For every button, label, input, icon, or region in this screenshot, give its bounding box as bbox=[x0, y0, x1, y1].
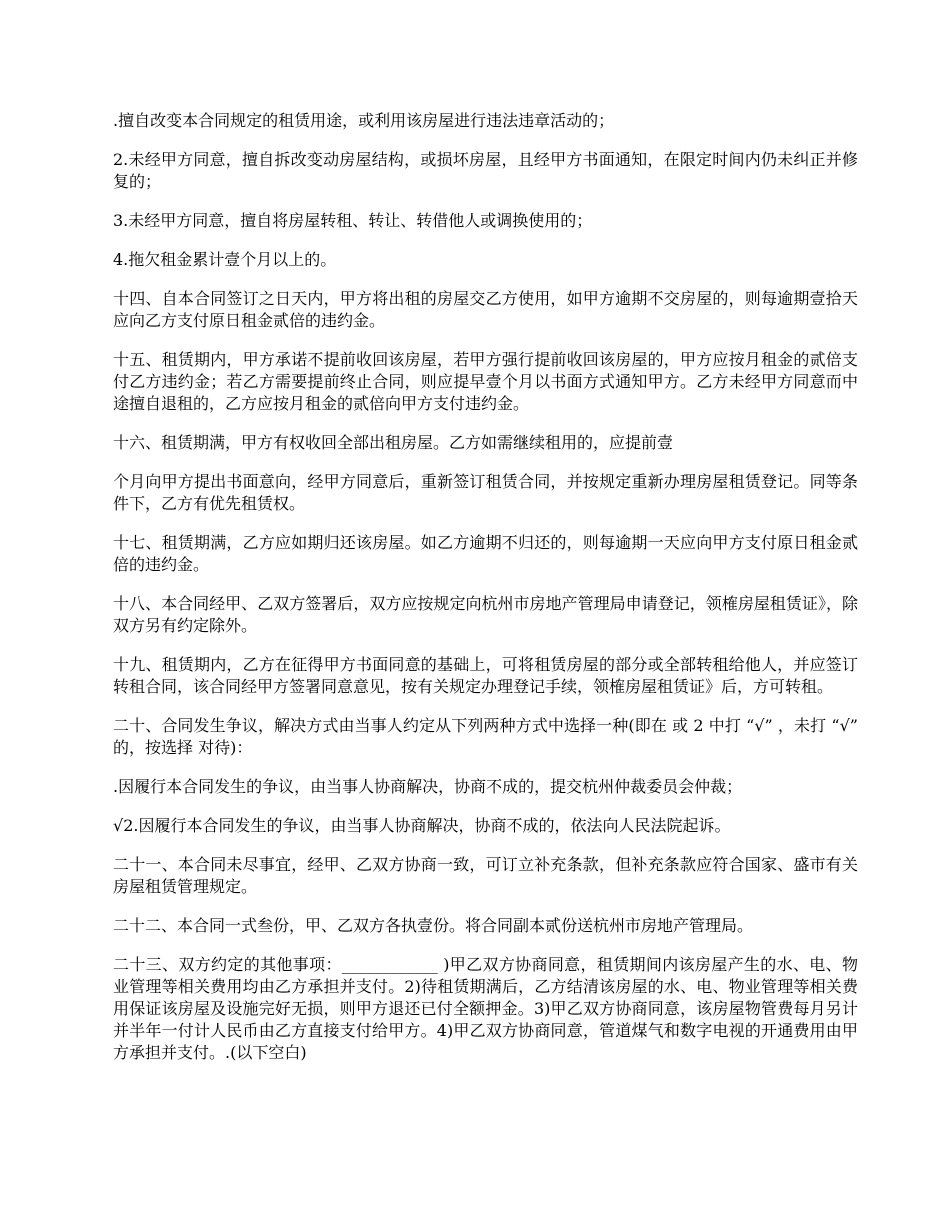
clause-item-3: 3.未经甲方同意，擅自将房屋转租、转让、转借他人或调换使用的； bbox=[113, 211, 593, 230]
clause-18: 十八、本合同经甲、乙双方签署后，双方应按规定向杭州市房地产管理局申请登记，领榷房屋租赁证》，除双方另有约定除外。 bbox=[113, 594, 858, 635]
clause-20-option-1: .因履行本合同发生的争议，由当事人协商解决，协商不成的，提交杭州仲裁委员会仲裁； bbox=[113, 777, 743, 796]
clause-19: 十九、租赁期内，乙方在征得甲方书面同意的基础上，可将租赁房屋的部分或全部转租给他人，并应签订转租合同，该合同经甲方签署同意意见，按有关规定办理登记手续，领榷房屋租赁证》后，方可转租。 bbox=[113, 655, 858, 696]
clause-22: 二十二、本合同一式叁份，甲、乙双方各执壹份。将合同副本贰份送杭州市房地产管理局。 bbox=[113, 916, 754, 935]
clause-15: 十五、租赁期内，甲方承诺不提前收回该房屋，若甲方强行提前收回该房屋的，甲方应按月租金的贰倍支付乙方违约金；若乙方需要提前终止合同，则应提早壹个月以书面方式通知甲方。乙方未经甲方同意而中途擅自退租的，乙方应按月租金的贰倍向甲方支付违约金。 bbox=[113, 350, 858, 413]
clause-20: 二十、合同发生争议，解决方式由当事人约定从下列两种方式中选择一种(即在 或 2 中打 “√” ，未打 “√” 的，按选择 对待)： bbox=[113, 716, 858, 757]
clause-23: 二十三、双方约定的其他事项：____________ )甲乙双方协商同意，租赁期间内该房屋产生的水、电、物业管理等相关费用均由乙方承担并支付。2)待租赁期满后，乙方结清该房屋的水、电、物业管理等相关费用保证该房屋及设施完好无损，则甲方退还已付全额押金。3)甲乙双方协商同意，该房屋物管费每月另计并半年一付计人民币由乙方直接支付给甲方。4)甲乙双方协商同意，管道煤气和数字电视的开通费用由甲方承担并支付。.(以下空白) bbox=[113, 955, 858, 1062]
clause-14: 十四、自本合同签订之日天内，甲方将出租的房屋交乙方使用，如甲方逾期不交房屋的，则每逾期壹拾天应向乙方支付原日租金贰倍的违约金。 bbox=[113, 289, 858, 330]
document-body bbox=[113, 110, 858, 1081]
clause-item-2: 2.未经甲方同意，擅自拆改变动房屋结构，或损坏房屋，且经甲方书面通知，在限定时间内仍未纠正并修复的； bbox=[113, 150, 858, 191]
clause-item-1: .擅自改变本合同规定的租赁用途，或利用该房屋进行违法违章活动的； bbox=[113, 111, 615, 130]
clause-16-part-1: 十六、租赁期满，甲方有权收回全部出租房屋。乙方如需继续租用的，应提前壹 bbox=[113, 433, 674, 452]
clause-16-part-2: 个月向甲方提出书面意向，经甲方同意后，重新签订租赁合同，并按规定重新办理房屋租赁登记。同等条件下，乙方有优先租赁权。 bbox=[113, 472, 858, 513]
clause-20-option-2: √2.因履行本合同发生的争议，由当事人协商解决，协商不成的，依法向人民法院起诉。 bbox=[113, 816, 731, 835]
clause-17: 十七、租赁期满，乙方应如期归还该房屋。如乙方逾期不归还的，则每逾期一天应向甲方支付原日租金贰倍的违约金。 bbox=[113, 533, 858, 574]
clause-21: 二十一、本合同未尽事宜，经甲、乙双方协商一致，可订立补充条款，但补充条款应符合国家、盛市有关房屋租赁管理规定。 bbox=[113, 855, 858, 896]
clause-item-4: 4.拖欠租金累计壹个月以上的。 bbox=[113, 250, 337, 269]
